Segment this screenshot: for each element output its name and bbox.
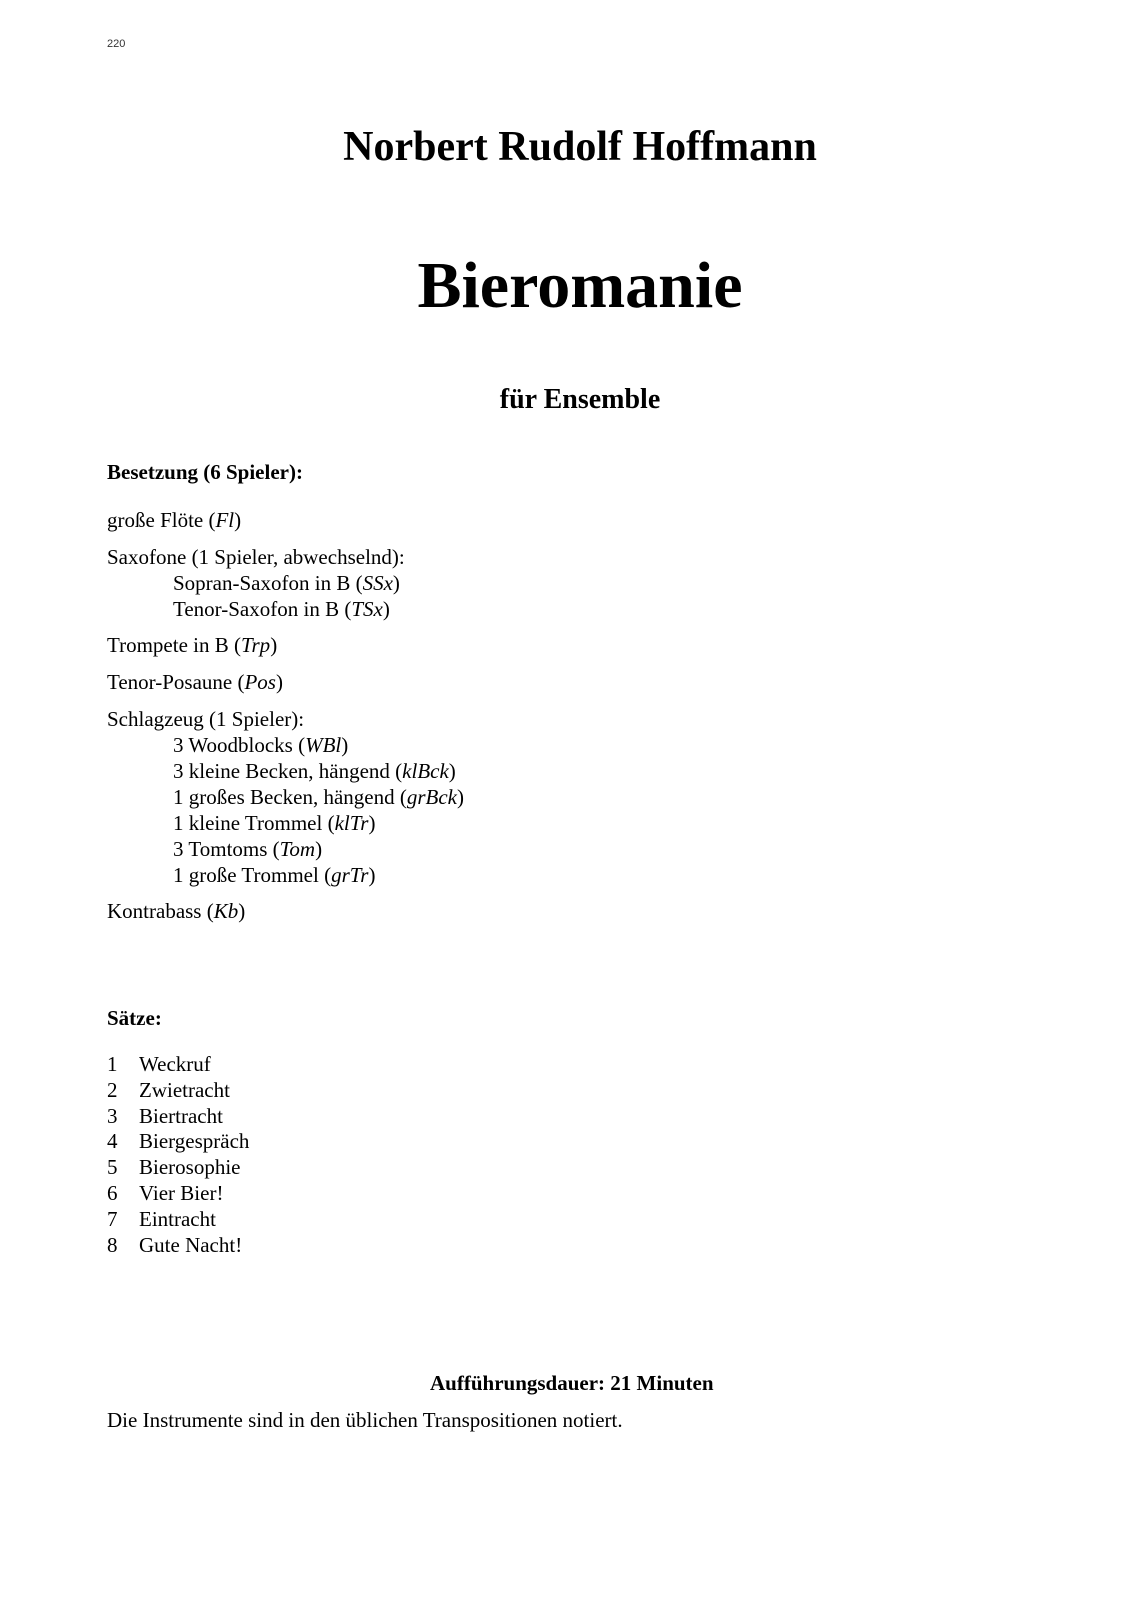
instrument-soprano-sax: Sopran-Saxofon in B (SSx) xyxy=(173,571,400,595)
percussion-large-cymbal: 1 großes Becken, hängend (grBck) xyxy=(173,785,464,809)
movement-number: 3 xyxy=(107,1103,118,1128)
instrument-tenor-sax: Tenor-Saxofon in B (TSx) xyxy=(173,597,390,621)
movement-item xyxy=(107,1104,249,1130)
instrument-abbreviation: Pos xyxy=(244,670,276,694)
instrument-flute: große Flöte (Fl) xyxy=(107,508,242,532)
instrument-abbreviation: Kb xyxy=(213,899,239,923)
movement-title: Bierosophie xyxy=(139,1155,241,1180)
movement-item xyxy=(107,1233,249,1259)
instrument-abbreviation: grBck xyxy=(406,785,457,809)
movement-title: Biertracht xyxy=(139,1103,223,1128)
movement-item xyxy=(107,1052,249,1078)
transposition-note: Die Instrumente sind in den üblichen Transpositionen notiert. xyxy=(107,1408,623,1432)
instrument-abbreviation: klBck xyxy=(402,759,449,783)
instrument-abbreviation: WBl xyxy=(305,733,342,757)
movement-number: 8 xyxy=(107,1232,118,1257)
instrument-abbreviation: klTr xyxy=(334,811,369,835)
movements-list xyxy=(107,1052,249,1258)
page-number: 220 xyxy=(107,38,126,50)
instrument-trumpet: Trompete in B (Trp) xyxy=(107,633,278,657)
work-subtitle: für Ensemble xyxy=(499,384,661,415)
movement-number: 6 xyxy=(107,1180,118,1205)
instrument-abbreviation: Tom xyxy=(279,837,316,861)
percussion-tomtoms: 3 Tomtoms (Tom) xyxy=(173,837,323,861)
percussion-woodblocks: 3 Woodblocks (WBl) xyxy=(173,733,349,757)
composer-name: Norbert Rudolf Hoffmann xyxy=(343,124,817,170)
movement-title: Biergespräch xyxy=(139,1129,250,1154)
movement-item xyxy=(107,1078,249,1104)
movement-number: 5 xyxy=(107,1155,118,1180)
movement-number: 7 xyxy=(107,1206,118,1231)
movement-title: Weckruf xyxy=(139,1052,211,1076)
instrument-abbreviation: SSx xyxy=(362,571,393,595)
instrument-percussion: Schlagzeug (1 Spieler): xyxy=(107,707,305,731)
instrument-abbreviation: Fl xyxy=(215,508,235,532)
instrument-abbreviation: grTr xyxy=(331,863,369,887)
movement-item xyxy=(107,1129,249,1155)
percussion-small-cymbals: 3 kleine Becken, hängend (klBck) xyxy=(173,759,456,783)
percussion-bass-drum: 1 große Trommel (grTr) xyxy=(173,863,376,887)
movements-heading: Sätze: xyxy=(107,1006,162,1030)
movement-item xyxy=(107,1155,249,1181)
work-title: Bieromanie xyxy=(417,249,743,322)
instrument-saxophones: Saxofone (1 Spieler, abwechselnd): xyxy=(107,545,405,569)
movement-title: Gute Nacht! xyxy=(139,1232,243,1257)
movement-title: Zwietracht xyxy=(139,1077,230,1102)
instrument-trombone: Tenor-Posaune (Pos) xyxy=(107,670,283,694)
percussion-snare-drum: 1 kleine Trommel (klTr) xyxy=(173,811,376,835)
movement-number: 1 xyxy=(107,1052,118,1076)
movement-number: 2 xyxy=(107,1077,118,1102)
movement-number: 4 xyxy=(107,1129,118,1154)
movement-item xyxy=(107,1181,249,1207)
movement-title: Eintracht xyxy=(139,1206,216,1231)
performance-duration: Aufführungsdauer: 21 Minuten xyxy=(430,1371,714,1395)
instrument-abbreviation: Trp xyxy=(240,633,271,657)
instrument-double-bass: Kontrabass (Kb) xyxy=(107,899,246,923)
movement-title: Vier Bier! xyxy=(139,1180,224,1205)
instrument-abbreviation: TSx xyxy=(351,597,383,621)
instrumentation-heading: Besetzung (6 Spieler): xyxy=(107,460,303,484)
movement-item xyxy=(107,1207,249,1233)
